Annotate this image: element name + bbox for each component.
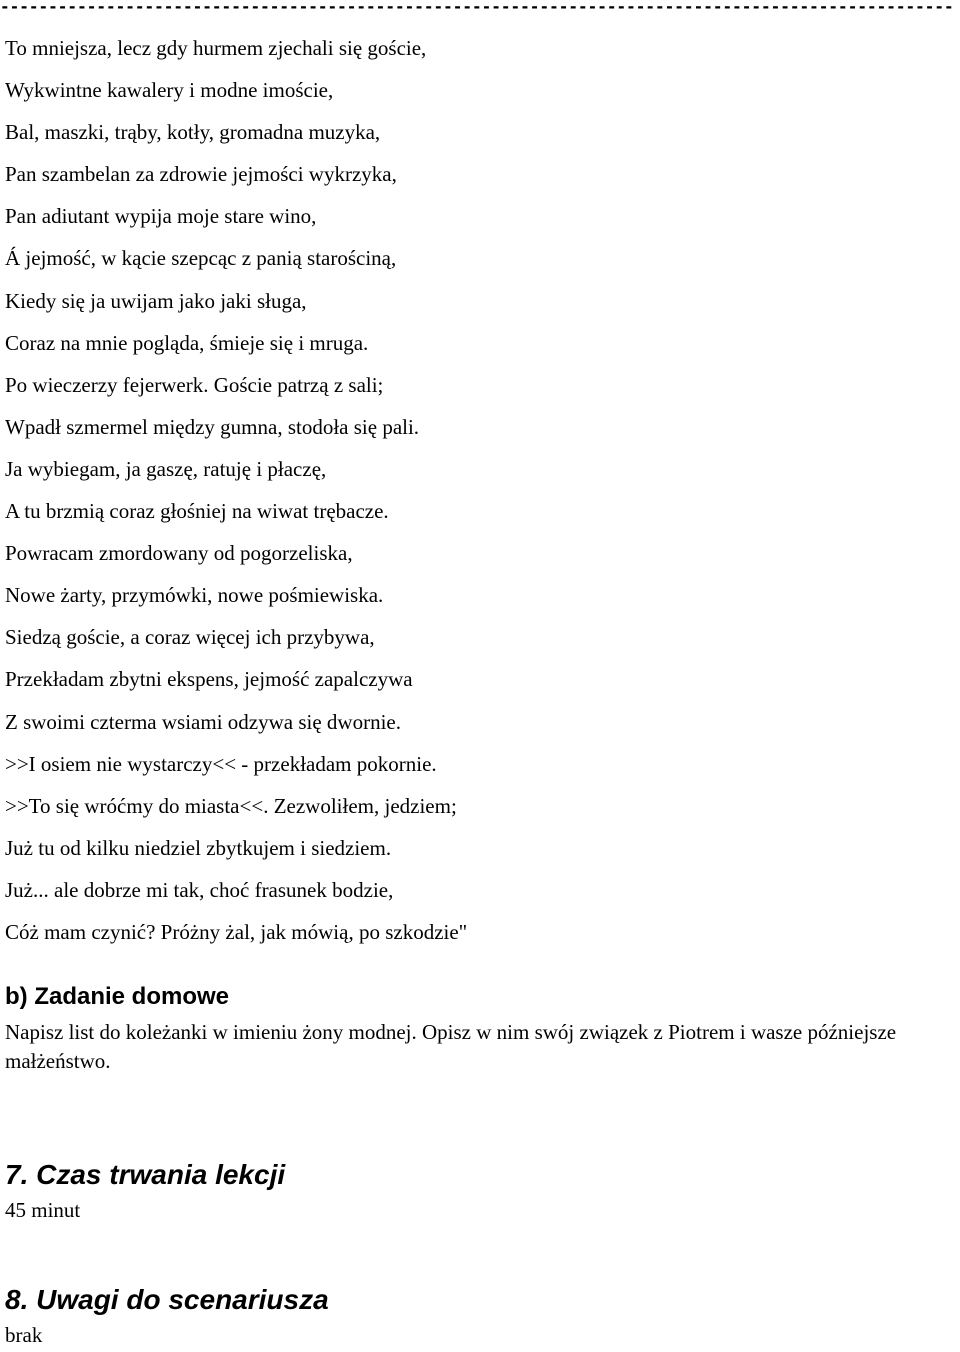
poem-line: Po wieczerzy fejerwerk. Goście patrzą z sali; [5,372,384,397]
poem-line: Á jejmość, w kącie szepcąc z panią starościną, [5,246,397,271]
poem-line: Wpadł szmermel między gumna, stodoła się pali. [5,414,420,439]
poem-line: Już tu od kilku niedziel zbytkujem i siedziem. [5,835,392,860]
poem-line: >>I osiem nie wystarczy<< - przekładam pokornie. [5,751,437,776]
poem-line: To mniejsza, lecz gdy hurmem zjechali się goście, [5,36,427,60]
duration-heading: 7. Czas trwania lekcji [5,1159,286,1190]
poem-line: Bal, maszki, trąby, kotły, gromadna muzyka, [5,120,381,145]
poem-line: Ja wybiegam, ja gaszę, ratuję i płaczę, [5,456,327,481]
poem-line: Przekładam zbytni ekspens, jejmość zapalczywa [5,667,413,692]
poem-line: Nowe żarty, przymówki, nowe pośmiewiska. [5,583,384,608]
notes-value: brak [5,1323,43,1347]
poem-line: Pan szambelan za zdrowie jejmości wykrzyka, [5,162,397,187]
separator-line: --------------------------------------------------------------------------------------------------- [0,0,954,16]
notes-section [5,1282,329,1352]
homework-heading: b) Zadanie domowe [5,983,230,1010]
poem-line: Powracam zmordowany od pogorzeliska, [5,541,353,566]
poem-text [5,27,467,953]
poem-line: Już... ale dobrze mi tak, choć frasunek bodzie, [5,877,394,902]
notes-heading: 8. Uwagi do scenariusza [5,1284,329,1315]
duration-section [5,1157,285,1227]
poem-line: Wykwintne kawalery i modne imoście, [5,78,334,103]
poem-line: Cóż mam czynić? Próżny żal, jak mówią, po szkodzie" [5,919,468,944]
duration-value: 45 minut [5,1198,81,1222]
poem-line: Kiedy się ja uwijam jako jaki sługa, [5,288,307,313]
homework-text: Napisz list do koleżanki w imieniu żony modnej. Opisz w nim swój związek z Piotrem i wasze późniejsze małżeństwo. [5,1020,897,1073]
poem-line: Siedzą goście, a coraz więcej ich przybywa, [5,625,375,650]
poem-line: Pan adiutant wypija moje stare wino, [5,204,317,229]
poem-line: Coraz na mnie pogląda, śmieje się i mruga. [5,330,369,355]
poem-line: >>To się wróćmy do miasta<<. Zezwoliłem, jedziem; [5,793,457,818]
poem-line: Z swoimi czterma wsiami odzywa się dwornie. [5,709,401,734]
homework-section [5,980,935,1076]
poem-line: A tu brzmią coraz głośniej na wiwat trębacze. [5,499,389,524]
